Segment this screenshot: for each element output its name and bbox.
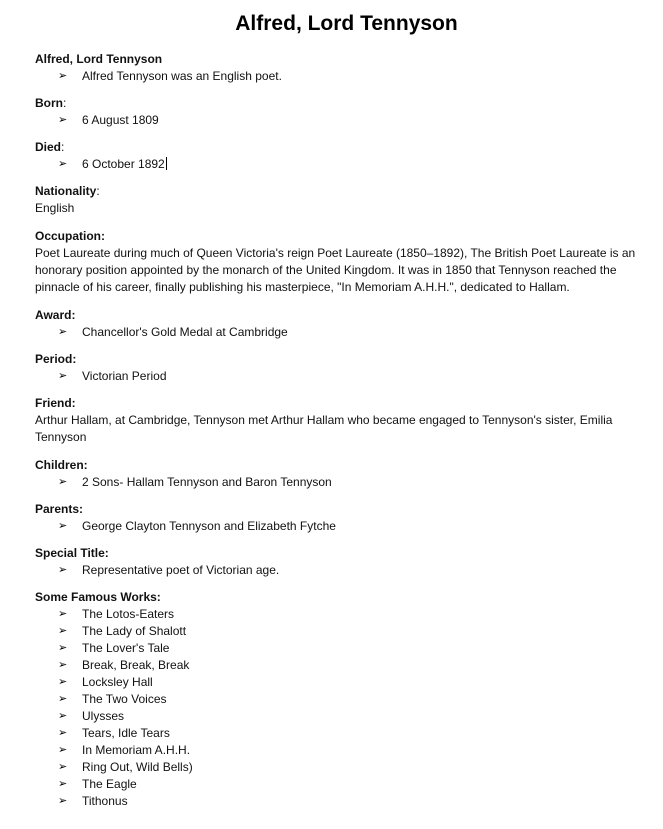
list-item	[35, 674, 643, 690]
list-item	[35, 518, 643, 534]
section-name	[35, 51, 643, 84]
arrow-bullet-icon: ➢	[58, 114, 68, 126]
list-item-text: Representative poet of Victorian age.	[82, 563, 280, 577]
list-item	[35, 368, 643, 384]
arrow-bullet-icon: ➢	[58, 761, 68, 773]
section-heading-children: Children:	[35, 458, 88, 472]
heading-text: Nationality	[35, 184, 97, 198]
arrow-bullet-icon: ➢	[58, 564, 68, 576]
list-item	[35, 474, 643, 490]
list-item-text: Break, Break, Break	[82, 658, 190, 672]
list-parents	[35, 518, 643, 534]
list-item	[35, 606, 643, 622]
section-period	[35, 351, 643, 384]
list-item	[35, 657, 643, 673]
list-item-text: The Lotos-Eaters	[82, 607, 175, 621]
section-heading-name: Alfred, Lord Tennyson	[35, 52, 163, 66]
list-famous-works	[35, 606, 643, 809]
list-period	[35, 368, 643, 384]
heading-colon: :	[61, 140, 65, 154]
section-nationality	[35, 183, 643, 217]
list-item	[35, 68, 643, 84]
arrow-bullet-icon: ➢	[58, 710, 68, 722]
list-special-title	[35, 562, 643, 578]
section-parents	[35, 501, 643, 534]
list-item-text: Alfred Tennyson was an English poet.	[82, 69, 282, 83]
list-award	[35, 324, 643, 340]
nationality-text: English	[35, 201, 75, 215]
arrow-bullet-icon: ➢	[58, 326, 68, 338]
arrow-bullet-icon: ➢	[58, 70, 68, 82]
section-heading-period: Period:	[35, 352, 77, 366]
list-item[interactable]	[35, 156, 643, 172]
section-heading-born	[35, 95, 643, 111]
list-item-text: In Memoriam A.H.H.	[82, 743, 191, 757]
section-heading-died	[35, 139, 643, 155]
list-died	[35, 156, 643, 172]
list-item	[35, 640, 643, 656]
list-name	[35, 68, 643, 84]
document-title: Alfred, Lord Tennyson	[235, 12, 458, 35]
section-award	[35, 307, 643, 340]
section-heading-friend: Friend:	[35, 396, 76, 410]
section-born	[35, 95, 643, 128]
heading-text: Born	[35, 96, 63, 110]
arrow-bullet-icon: ➢	[58, 659, 68, 671]
list-born	[35, 112, 643, 128]
list-item-text: Ulysses	[82, 709, 125, 723]
arrow-bullet-icon: ➢	[58, 693, 68, 705]
section-friend	[35, 395, 643, 446]
section-occupation	[35, 228, 643, 296]
section-heading-famous-works: Some Famous Works:	[35, 590, 161, 604]
list-item-text: Locksley Hall	[82, 675, 153, 689]
friend-text: Arthur Hallam, at Cambridge, Tennyson met Arthur Hallam who became engaged to Tennyson's sister, Emilia Tennyson	[35, 413, 613, 444]
occupation-text: Poet Laureate during much of Queen Victoria's reign Poet Laureate (1850–1892), The British Poet Laureate is an honorary position appointed by the monarch of the United Kingdom. It was in 1850 that Tennyson reached the pinnacle of his career, finally publishing his masterpiece, "In Memoriam A.H.H.", dedicated to Hallam.	[35, 246, 636, 294]
arrow-bullet-icon: ➢	[58, 158, 68, 170]
arrow-bullet-icon: ➢	[58, 476, 68, 488]
section-special-title	[35, 545, 643, 578]
arrow-bullet-icon: ➢	[58, 744, 68, 756]
list-item-text: Chancellor's Gold Medal at Cambridge	[82, 325, 288, 339]
list-item-text: The Lady of Shalott	[82, 624, 187, 638]
list-item	[35, 742, 643, 758]
arrow-bullet-icon: ➢	[58, 370, 68, 382]
list-item	[35, 691, 643, 707]
list-item	[35, 708, 643, 724]
heading-colon: :	[96, 184, 100, 198]
list-item	[35, 112, 643, 128]
list-item-text: 6 October 1892	[82, 157, 165, 171]
heading-colon: :	[63, 96, 67, 110]
list-item	[35, 623, 643, 639]
section-heading-nationality	[35, 183, 643, 199]
arrow-bullet-icon: ➢	[58, 727, 68, 739]
section-children	[35, 457, 643, 490]
list-item-text: The Two Voices	[82, 692, 167, 706]
section-famous-works	[35, 589, 643, 809]
list-item-text: The Eagle	[82, 777, 137, 791]
arrow-bullet-icon: ➢	[58, 625, 68, 637]
list-children	[35, 474, 643, 490]
list-item	[35, 562, 643, 578]
arrow-bullet-icon: ➢	[58, 778, 68, 790]
list-item-text: The Lover's Tale	[82, 641, 170, 655]
section-heading-award: Award:	[35, 308, 76, 322]
list-item	[35, 725, 643, 741]
arrow-bullet-icon: ➢	[58, 520, 68, 532]
list-item	[35, 793, 643, 809]
list-item-text: Ring Out, Wild Bells)	[82, 760, 193, 774]
arrow-bullet-icon: ➢	[58, 608, 68, 620]
list-item	[35, 324, 643, 340]
list-item	[35, 759, 643, 775]
arrow-bullet-icon: ➢	[58, 795, 68, 807]
section-heading-special-title: Special Title:	[35, 546, 109, 560]
section-died	[35, 139, 643, 172]
heading-text: Died	[35, 140, 62, 154]
list-item	[35, 776, 643, 792]
list-item-text: George Clayton Tennyson and Elizabeth Fytche	[82, 519, 336, 533]
section-heading-parents: Parents:	[35, 502, 84, 516]
section-heading-occupation: Occupation:	[35, 229, 106, 243]
arrow-bullet-icon: ➢	[58, 642, 68, 654]
list-item-text: Tears, Idle Tears	[82, 726, 170, 740]
list-item-text: Tithonus	[82, 794, 128, 808]
list-item-text: Victorian Period	[82, 369, 167, 383]
arrow-bullet-icon: ➢	[58, 676, 68, 688]
text-cursor	[166, 157, 167, 170]
list-item-text: 6 August 1809	[82, 113, 159, 127]
list-item-text: 2 Sons- Hallam Tennyson and Baron Tennyson	[82, 475, 332, 489]
